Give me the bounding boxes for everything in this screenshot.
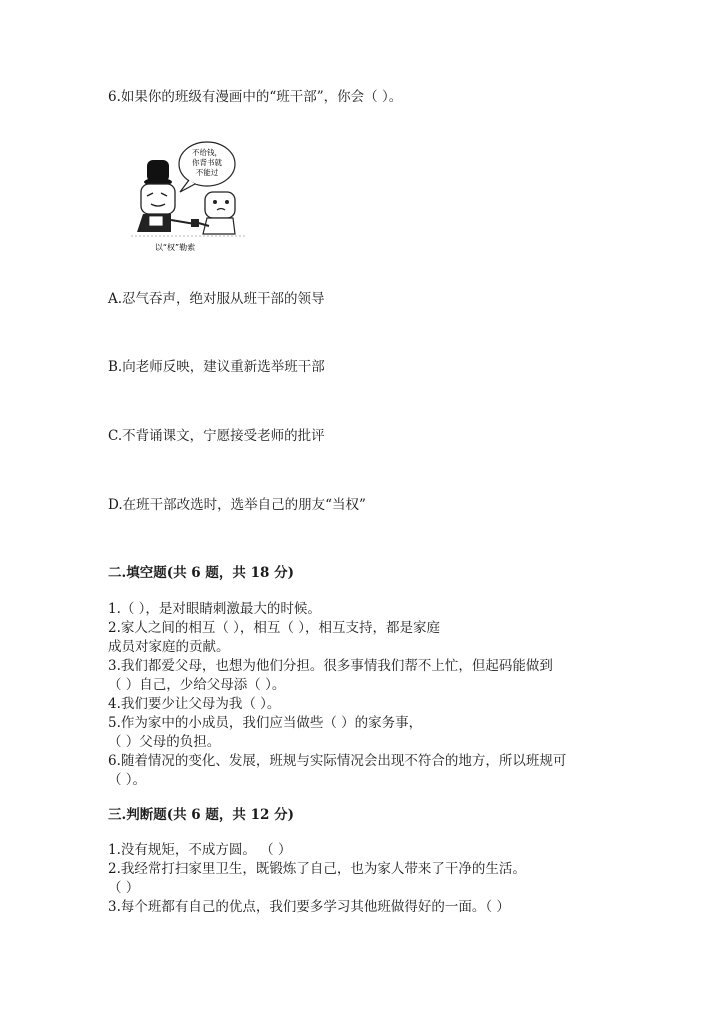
section-3-heading: 三.判断题(共 6 题，共 12 分) (108, 807, 294, 823)
bubble-text-line-1: 不给钱， (192, 148, 222, 157)
judge-line: 2.我经常打扫家里卫生，既锻炼了自己，也为家人带来了干净的生活。 (108, 861, 526, 877)
section-2-heading: 二.填空题(共 6 题，共 18 分) (108, 565, 294, 581)
fill-line: （ ）父母的负担。 (108, 734, 221, 750)
bubble-text-line-2: 你背书就 (192, 158, 222, 167)
judge-line: 3.每个班都有自己的优点，我们要多学习其他班做得好的一面。（ ） (108, 899, 510, 915)
fill-line: 2.家人之间的相互（ ），相互（ ），相互支持，都是家庭 (108, 620, 440, 636)
judge-line: （ ） (108, 880, 140, 896)
fill-line: 5.作为家中的小成员，我们应当做些（ ）的家务事， (108, 715, 423, 731)
cartoon-caption: 以“权”勒索 (154, 243, 196, 252)
fill-line: 4.我们要少让父母为我（ ）。 (108, 696, 281, 712)
cartoon-illustration (125, 140, 255, 258)
judge-line: 1.没有规矩，不成方圆。 （ ） (108, 842, 292, 858)
option-c: C.不背诵课文，宁愿接受老师的批评 (108, 428, 325, 444)
question-6-stem: 6.如果你的班级有漫画中的“班干部”，你会（ ）。 (108, 89, 403, 105)
fill-line: 3.我们都爱父母，也想为他们分担。很多事情我们帮不上忙，但起码能做到 (108, 658, 553, 674)
fill-line: 1.（ ），是对眼睛刺激最大的时候。 (108, 601, 321, 617)
bubble-text-line-3: 不能过 (195, 168, 219, 177)
fill-line: （ ）。 (108, 772, 147, 788)
fill-line: 6.随着情况的变化、发展，班规与实际情况会出现不符合的地方，所以班规可 (108, 753, 567, 769)
fill-line: （ ）自己，少给父母添（ ）。 (108, 677, 286, 693)
option-d: D.在班干部改选时，选举自己的朋友“当权” (108, 497, 366, 513)
option-b: B.向老师反映，建议重新选举班干部 (108, 359, 325, 375)
option-a: A.忍气吞声，绝对服从班干部的领导 (108, 291, 325, 307)
fill-line: 成员对家庭的贡献。 (108, 639, 230, 655)
